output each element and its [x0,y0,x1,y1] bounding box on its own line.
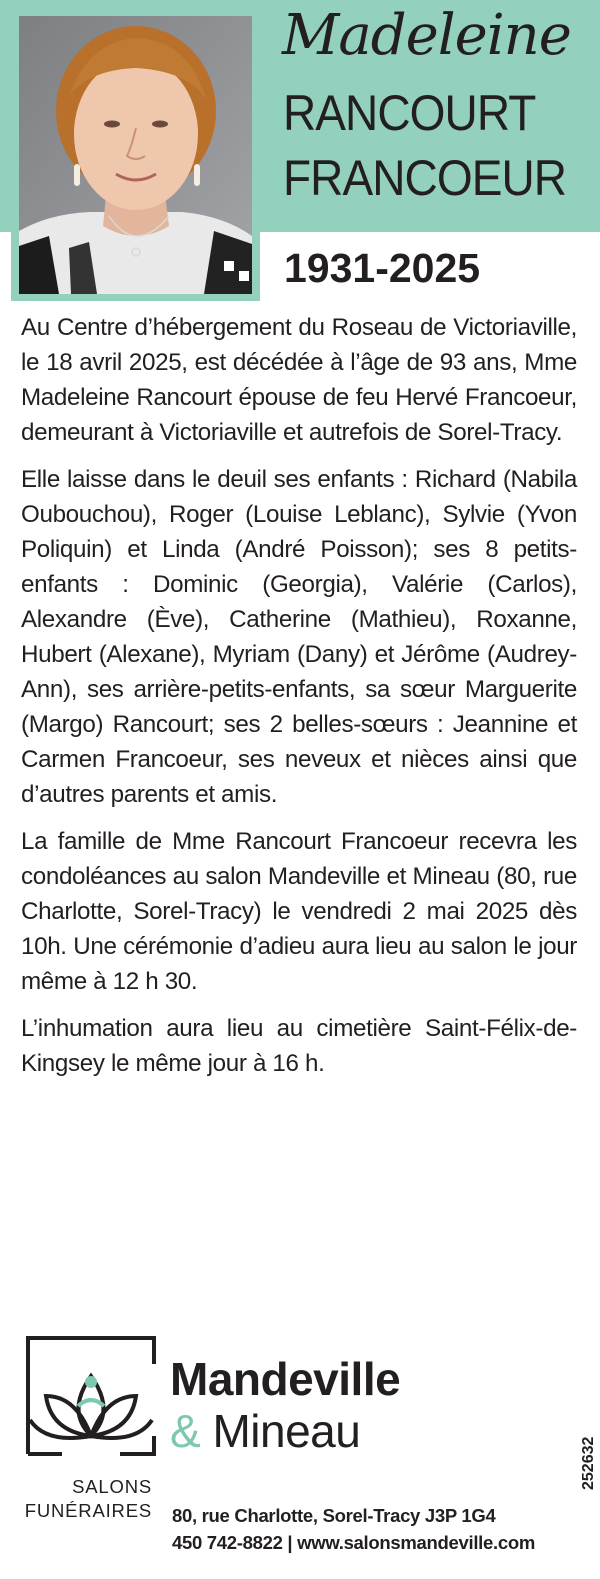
brand-name-mineau [170,1405,361,1457]
paragraph-death-notice: Au Centre d’hébergement du Roseau de Victoriaville, le 18 avril 2025, est décédée à l’âge de 93 ans, Mme Madeleine Rancourt épouse de feu Hervé Francoeur, demeurant à Victoriaville et autrefois de Sorel-Tracy. [21,314,577,446]
brand-ampersand: & [170,1405,201,1457]
phone-website: 450 742-8822 | www.salonsmandeville.com [172,1532,535,1553]
portrait-photo [19,16,252,294]
paragraph-burial: L’inhumation aura lieu au cimetière Saint-Félix-de-Kingsey le même jour à 16 h. [21,1015,577,1077]
surname-line-1: RANCOURT [283,85,536,141]
surname-line-2: FRANCOEUR [283,150,567,206]
paragraph-visitation: La famille de Mme Rancourt Francoeur recevra les condoléances au salon Mandeville et Mineau (80, rue Charlotte, Sorel-Tracy) le vendredi 2 mai 2025 dès 10h. Une cérémonie d’adieu aura lieu au salon le jour même à 12 h 30. [21,828,577,995]
life-years: 1931-2025 [284,245,481,291]
funeraires-line: FUNÉRAIRES [24,1500,152,1521]
salons-line: SALONS [72,1476,152,1497]
brand-name-mandeville: Mandeville [170,1353,401,1405]
portrait-frame [11,9,260,301]
street-address: 80, rue Charlotte, Sorel-Tracy J3P 1G4 [172,1505,496,1526]
salons-funeraires-label [24,1475,152,1523]
ad-reference-number: 252632 [580,1436,597,1490]
given-name: Madeleine [282,3,571,68]
paragraph-survivors: Elle laisse dans le deuil ses enfants : Richard (Nabila Oubouchou), Roger (Louise Leblanc), Sylvie (Yvon Poliquin) et Linda (André Poisson); ses 8 petits-enfants : Dominic (Georgia), Valérie (Carlos), Alexandre (Ève), Catherine (Mathieu), Roxanne, Hubert (Alexane), Myriam (Dany) et Jérôme (Audrey-Ann), ses arrière-petits-enfants, sa sœur Marguerite (Margo) Rancourt; ses 2 belles-sœurs : Jeannine et Carmen Francoeur, ses neveux et nièces ainsi que d’autres parents et amis. [21,466,577,808]
footer-contact [172,1502,535,1556]
obituary-text [21,310,577,1093]
lotus-logo-icon [26,1336,156,1458]
brand-mineau-text: Mineau [212,1405,361,1457]
